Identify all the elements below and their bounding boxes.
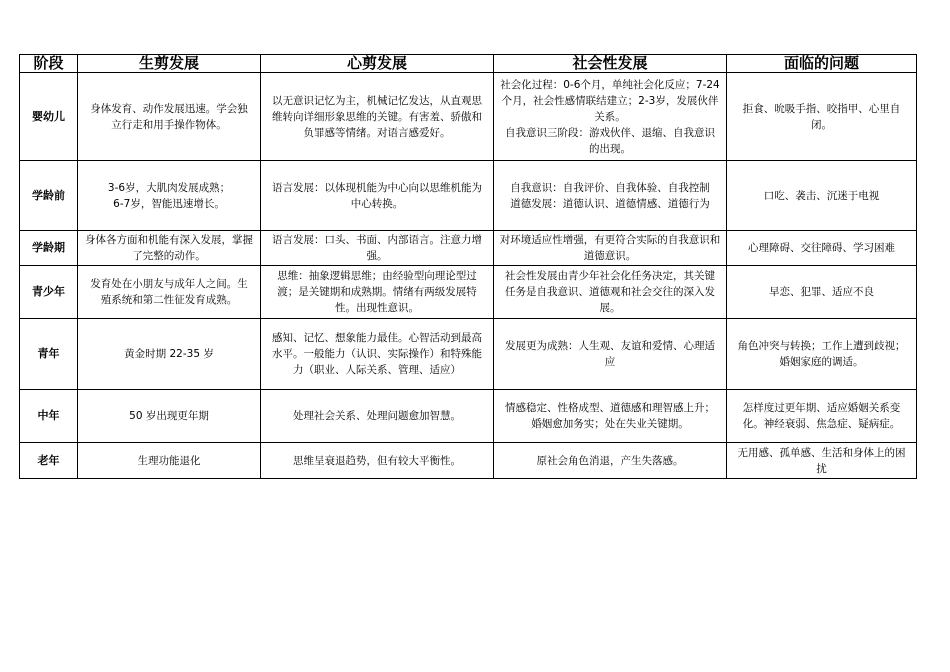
physical-cell-line: 3-6岁，大肌肉发展成熟； [107, 181, 231, 194]
problem-cell: 口吃、袭击、沉迷于电视 [727, 161, 917, 231]
header-social: 社会性发展 [494, 55, 727, 73]
table-row [20, 443, 917, 479]
psych-cell: 处理社会关系、处理问题愈加智慧。 [261, 390, 494, 443]
development-table [19, 54, 917, 479]
social-cell: 对环境适应性增强，有更符合实际的自我意识和道德意识。 [494, 231, 727, 266]
stage-cell: 青年 [20, 319, 78, 390]
problem-cell: 早恋、犯罪、适应不良 [727, 266, 917, 319]
social-cell [494, 161, 727, 231]
problem-cell: 心理障碍、交往障碍、学习困难 [727, 231, 917, 266]
stage-cell: 学龄前 [20, 161, 78, 231]
table-row [20, 161, 917, 231]
header-psych: 心剪发展 [261, 55, 494, 73]
social-cell: 情感稳定、性格成型、道德感和理智感上升；婚姻愈加务实；处在失业关键期。 [494, 390, 727, 443]
psych-cell: 思维：抽象逻辑思维；由经验型向理论型过渡；是关键期和成熟期。情绪有两级发展特性。出现性意识。 [261, 266, 494, 319]
physical-cell-line: 6-7岁，智能迅速增长。 [113, 197, 225, 210]
psych-cell: 以无意识记忆为主，机械记忆发达，从直观思维转向详细形象思维的关键。有害羞、骄傲和负罪感等情绪。对语言感爱好。 [261, 73, 494, 161]
stage-cell: 青少年 [20, 266, 78, 319]
stage-cell: 老年 [20, 443, 78, 479]
social-cell-line: 社会化过程：0-6个月，单纯社会化反应；7-24个月，社会性感情联结建立；2-3岁，发展伙伴关系。 [500, 78, 720, 123]
table-row [20, 231, 917, 266]
physical-cell: 身体发育、动作发展迅速。学会独立行走和用手操作物体。 [78, 73, 261, 161]
social-cell-line: 自我意识三阶段：游戏伙伴、退缩、自我意识的出现。 [505, 126, 715, 155]
physical-cell: 50 岁出现更年期 [78, 390, 261, 443]
problem-cell: 角色冲突与转换；工作上遭到歧视；婚姻家庭的调适。 [727, 319, 917, 390]
stage-cell: 中年 [20, 390, 78, 443]
psych-cell: 语言发展：以体现机能为中心向以思维机能为中心转换。 [261, 161, 494, 231]
physical-cell: 黄金时期 22-35 岁 [78, 319, 261, 390]
psych-cell: 感知、记忆、想象能力最佳。心智活动到最高水平。一般能力（认识、实际操作）和特殊能力（职业、人际关系、管理、适应） [261, 319, 494, 390]
stage-cell: 婴幼儿 [20, 73, 78, 161]
stage-cell: 学龄期 [20, 231, 78, 266]
physical-cell: 生理功能退化 [78, 443, 261, 479]
social-cell [494, 73, 727, 161]
social-cell-line: 道德发展：道德认识、道德情感、道德行为 [510, 197, 710, 210]
psych-cell: 思维呈衰退趋势，但有较大平衡性。 [261, 443, 494, 479]
header-physical: 生剪发展 [78, 55, 261, 73]
problem-cell: 怎样度过更年期、适应婚姻关系变化。神经衰弱、焦急症、疑病症。 [727, 390, 917, 443]
table-row [20, 73, 917, 161]
social-cell: 发展更为成熟：人生观、友谊和爱情、心理适应 [494, 319, 727, 390]
problem-cell: 拒食、吮吸手指、咬指甲、心里自闭。 [727, 73, 917, 161]
table-row [20, 319, 917, 390]
problem-cell: 无用感、孤单感、生活和身体上的困扰 [727, 443, 917, 479]
header-stage: 阶段 [20, 55, 78, 73]
table-row [20, 266, 917, 319]
social-cell-line: 自我意识：自我评价、自我体验、自我控制 [510, 181, 710, 194]
header-problem: 面临的问题 [727, 55, 917, 73]
physical-cell: 发育处在小朋友与成年人之间。生殖系统和第二性征发育成熟。 [78, 266, 261, 319]
physical-cell [78, 161, 261, 231]
table-row [20, 390, 917, 443]
social-cell: 原社会角色消退，产生失落感。 [494, 443, 727, 479]
psych-cell: 语言发展：口头、书面、内部语言。注意力增强。 [261, 231, 494, 266]
social-cell: 社会性发展由青少年社会化任务决定，其关键任务是自我意识、道德观和社会交往的深入发展。 [494, 266, 727, 319]
physical-cell: 身体各方面和机能有深入发展，掌握了完整的动作。 [78, 231, 261, 266]
header-row [20, 55, 917, 73]
